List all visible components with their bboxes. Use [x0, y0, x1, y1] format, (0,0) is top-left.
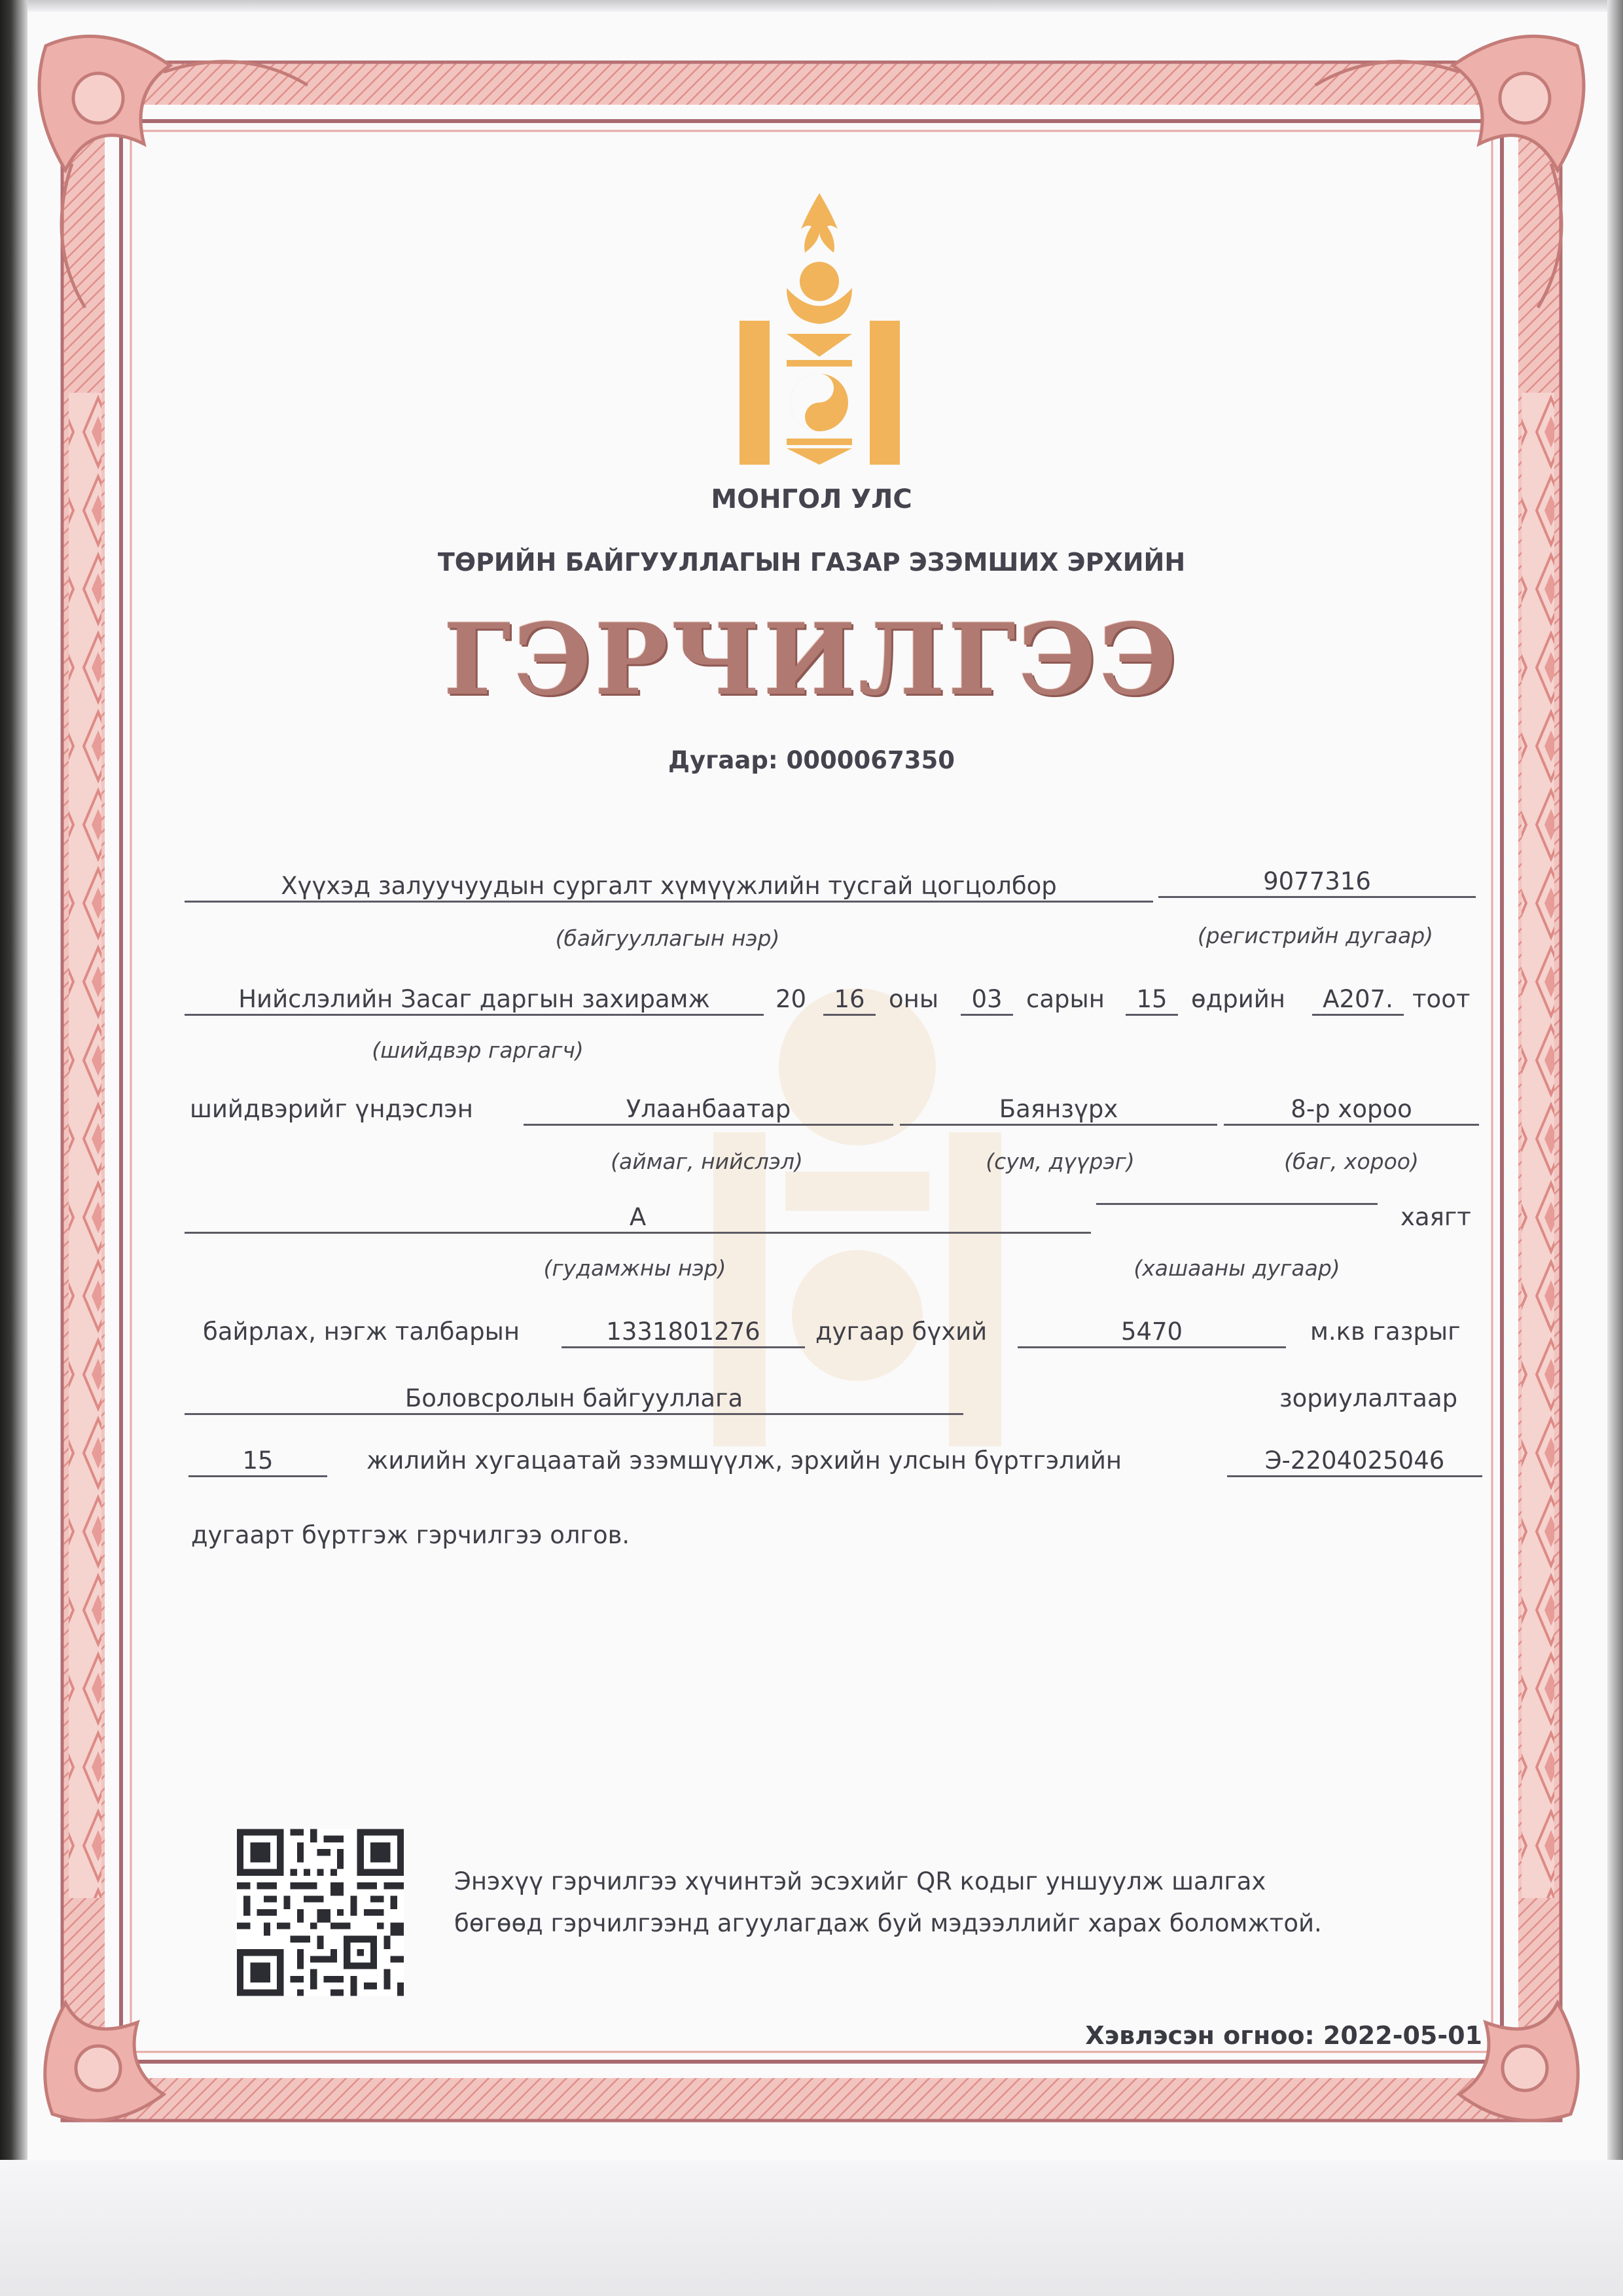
aimag-field: Улаанбаатар — [524, 1095, 893, 1126]
term-text: жилийн хугацаатай эзэмшүүлж, эрхийн улсын бүртгэлийн — [366, 1446, 1122, 1475]
parcel-area-field: 5470 — [1018, 1318, 1286, 1348]
year-field: 16 — [823, 985, 876, 1016]
decision-issuer-caption: (шийдвэр гаргагч) — [372, 1037, 584, 1063]
year-word: оны — [889, 985, 939, 1013]
decision-issuer-field: Нийслэлийн Засаг даргын захирамж — [185, 985, 764, 1016]
month-word: сарын — [1026, 985, 1105, 1013]
khoroo-field: 8-р хороо — [1224, 1095, 1479, 1126]
day-field: 15 — [1126, 985, 1178, 1016]
country-name: МОНГОЛ УЛС — [711, 484, 912, 514]
purpose-field: Боловсролын байгууллага — [185, 1384, 963, 1415]
khoroo-caption: (баг, хороо) — [1284, 1149, 1419, 1174]
street-caption: (гудамжны нэр) — [543, 1255, 726, 1281]
qr-code-icon[interactable] — [237, 1825, 404, 2000]
decision-number-field: А207. — [1312, 985, 1404, 1016]
decision-number-word: тоот — [1412, 985, 1471, 1013]
certificate-number: Дугаар: 0000067350 — [668, 746, 955, 774]
day-word: өдрийн — [1191, 985, 1285, 1013]
soyombo-emblem-icon — [740, 193, 900, 468]
qr-instruction-line1: Энэхүү гэрчилгээ хүчинтэй эсэхийг QR кодыг уншуулж шалгах — [454, 1867, 1266, 1895]
parcel-prefix: байрлах, нэгж талбарын — [203, 1318, 520, 1346]
left-diamond-strip — [69, 393, 101, 1898]
certificate-subtitle: ТӨРИЙН БАЙГУУЛЛАГЫН ГАЗАР ЭЗЭМШИХ ЭРХИЙН — [437, 548, 1186, 577]
parcel-id-field: 1331801276 — [562, 1318, 805, 1348]
register-number-caption: (регистрийн дугаар) — [1197, 923, 1434, 948]
fence-number-field — [1096, 1203, 1378, 1205]
registry-number-field: Э-2204025046 — [1227, 1446, 1482, 1477]
right-diamond-strip — [1522, 393, 1554, 1898]
term-years-field: 15 — [188, 1446, 327, 1477]
district-field: Баянзүрх — [900, 1095, 1217, 1126]
purpose-word: зориулалтаар — [1279, 1384, 1458, 1412]
address-word: хаягт — [1400, 1203, 1471, 1231]
printed-date: Хэвлэсэн огноо: 2022-05-01 — [1085, 2021, 1482, 2050]
register-number-field: 9077316 — [1158, 867, 1476, 898]
location-intro: шийдвэрийг үндэслэн — [190, 1095, 473, 1123]
qr-instruction-line2: бөгөөд гэрчилгээнд агуулагдаж буй мэдээллийг харах боломжтой. — [454, 1909, 1322, 1937]
month-field: 03 — [961, 985, 1013, 1016]
parcel-area-unit: м.кв газрыг — [1310, 1318, 1461, 1346]
parcel-id-word: дугаар бүхий — [815, 1318, 988, 1346]
aimag-caption: (аймаг, нийслэл) — [611, 1149, 803, 1174]
year-prefix: 20 — [776, 985, 807, 1013]
fence-number-caption: (хашааны дугаар) — [1133, 1255, 1340, 1281]
district-caption: (сум, дүүрэг) — [986, 1149, 1135, 1174]
street-field: А — [185, 1203, 1091, 1234]
organization-name-caption: (байгууллагын нэр) — [555, 925, 780, 951]
certificate-title: ГЭРЧИЛГЭЭ — [443, 602, 1180, 717]
closing-text: дугаарт бүртгэж гэрчилгээ олгов. — [191, 1521, 630, 1549]
organization-name-field: Хүүхэд залуучуудын сургалт хүмүүжлийн тусгай цогцолбор — [185, 872, 1153, 903]
